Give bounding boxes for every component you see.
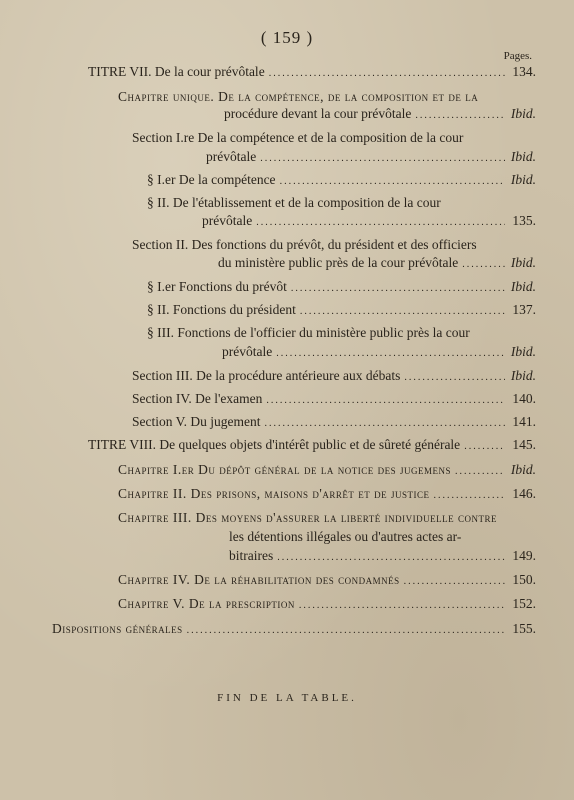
toc-entry[interactable] — [0, 211, 574, 231]
toc-entry-page: 149. — [512, 548, 536, 563]
toc-entry-label: Section V. Du jugement — [132, 414, 261, 429]
toc-entry-label-line1: § III. Fonctions de l'officier du ministère public près la cour — [147, 325, 470, 340]
toc-entry-page: 140. — [512, 391, 536, 406]
toc-entry[interactable] — [0, 412, 574, 432]
leader-dots — [464, 437, 505, 457]
toc-entry-label: Chapitre II. Des prisons, maisons d'arrêt et de justice — [118, 486, 430, 501]
toc-entry-label: Section III. De la procédure antérieure aux débats — [132, 368, 401, 383]
toc-entry-page: 137. — [512, 302, 536, 317]
toc-entry-label: prévôtale — [202, 213, 253, 228]
end-of-table-text: FIN DE LA TABLE. — [217, 692, 357, 704]
toc-entry[interactable] — [0, 342, 574, 362]
toc-entry-first-line — [0, 323, 574, 343]
toc-entry-label: TITRE VIII. De quelques objets d'intérêt public et de sûreté générale — [88, 437, 461, 452]
toc-entry-label: Chapitre IV. De la réhabilitation des condamnés — [118, 572, 400, 587]
toc-entry[interactable] — [0, 147, 574, 167]
toc-entry-page: 134. — [512, 64, 536, 79]
toc-entry[interactable] — [0, 570, 574, 590]
toc-entry-page: Ibid. — [510, 106, 536, 121]
toc-entry-label-line1: Section I.re De la compétence et de la composition de la cour — [132, 130, 464, 145]
toc-entry-label: § II. Fonctions du président — [147, 302, 296, 317]
leader-dots — [299, 596, 505, 616]
toc-entry[interactable] — [0, 460, 574, 480]
toc-entry-page: Ibid. — [510, 149, 536, 164]
toc-entry-page: 150. — [512, 572, 536, 587]
toc-entry-label: Chapitre V. De la prescription — [118, 596, 295, 611]
toc-entry-page: Ibid. — [510, 368, 536, 383]
toc-entry-label: du ministère public près de la cour prévôtale — [218, 255, 459, 270]
page-number: ( 159 ) — [260, 28, 314, 47]
toc-entry-label: § I.er Fonctions du prévôt — [147, 279, 287, 294]
leader-dots — [276, 344, 505, 364]
toc-entry-label: Chapitre I.er Du dépôt général de la notice des jugemens — [118, 462, 451, 477]
toc-entry-page: Ibid. — [510, 279, 536, 294]
toc-entry[interactable] — [0, 62, 574, 82]
toc-entry-page: 155. — [512, 621, 536, 636]
leader-dots — [404, 368, 505, 388]
toc-entry-page: 146. — [512, 486, 536, 501]
toc-entry[interactable] — [0, 253, 574, 273]
leader-dots — [277, 548, 505, 568]
toc-entry-page: 152. — [512, 596, 536, 611]
toc-entry-page: Ibid. — [510, 344, 536, 359]
toc-entry-label-line1: § II. De l'établissement et de la composition de la cour — [147, 195, 441, 210]
toc-entry-label: prévôtale — [206, 149, 257, 164]
toc-entry-label-line1: Section II. Des fonctions du prévôt, du président et des officiers — [132, 237, 477, 252]
toc-entry[interactable] — [0, 546, 574, 566]
leader-dots — [433, 486, 505, 506]
toc-entry-label: Dispositions générales — [52, 621, 183, 636]
toc-entry-first-line — [0, 128, 574, 148]
leader-dots — [462, 255, 505, 275]
toc-entry-label: procédure devant la cour prévôtale — [224, 106, 412, 121]
leader-dots — [404, 572, 505, 592]
toc-entry-label: § I.er De la compétence — [147, 172, 276, 187]
toc-entry-first-line — [0, 235, 574, 255]
leader-dots — [455, 462, 505, 482]
toc-entry-page: 135. — [512, 213, 536, 228]
toc-entry-label-line1: Chapitre III. Des moyens d'assurer la liberté individuelle contre — [118, 510, 497, 525]
leader-dots — [291, 279, 505, 299]
leader-dots — [269, 64, 505, 84]
toc-entry-label: prévôtale — [222, 344, 273, 359]
leader-dots — [187, 621, 505, 641]
leader-dots — [266, 391, 505, 411]
toc-entry-page: Ibid. — [510, 462, 536, 477]
leader-dots — [300, 302, 505, 322]
toc-entry[interactable] — [0, 277, 574, 297]
toc-entry[interactable] — [0, 484, 574, 504]
leader-dots — [280, 172, 505, 192]
toc-entry[interactable] — [0, 594, 574, 614]
leader-dots — [256, 213, 505, 233]
toc-entry[interactable] — [0, 366, 574, 386]
toc-entry[interactable] — [0, 170, 574, 190]
toc-entry-label-line1: Chapitre unique. De la compétence, de la composition et de la — [118, 89, 479, 104]
toc-entry-page: 141. — [512, 414, 536, 429]
toc-entry-page: Ibid. — [510, 255, 536, 270]
toc-entry[interactable] — [0, 435, 574, 455]
leader-dots — [415, 106, 505, 126]
pages-column-label: Pages. — [503, 50, 532, 62]
toc-entry-first-line — [0, 508, 574, 528]
toc-entry[interactable] — [0, 104, 574, 124]
toc-entry[interactable] — [0, 619, 574, 639]
leader-dots — [260, 149, 505, 169]
toc-entry[interactable] — [0, 389, 574, 409]
toc-entry-label: bitraires — [229, 548, 274, 563]
toc-entry-label-line2: les détentions illégales ou d'autres actes ar- — [229, 529, 462, 544]
toc-entry[interactable] — [0, 300, 574, 320]
toc-entry-label: TITRE VII. De la cour prévôtale — [88, 64, 265, 79]
toc-entry-second-line — [0, 527, 574, 547]
toc-entry-label: Section IV. De l'examen — [132, 391, 263, 406]
leader-dots — [265, 414, 506, 434]
toc-entry-page: 145. — [512, 437, 536, 452]
toc-entry-first-line — [0, 193, 574, 213]
toc-entry-page: Ibid. — [510, 172, 536, 187]
